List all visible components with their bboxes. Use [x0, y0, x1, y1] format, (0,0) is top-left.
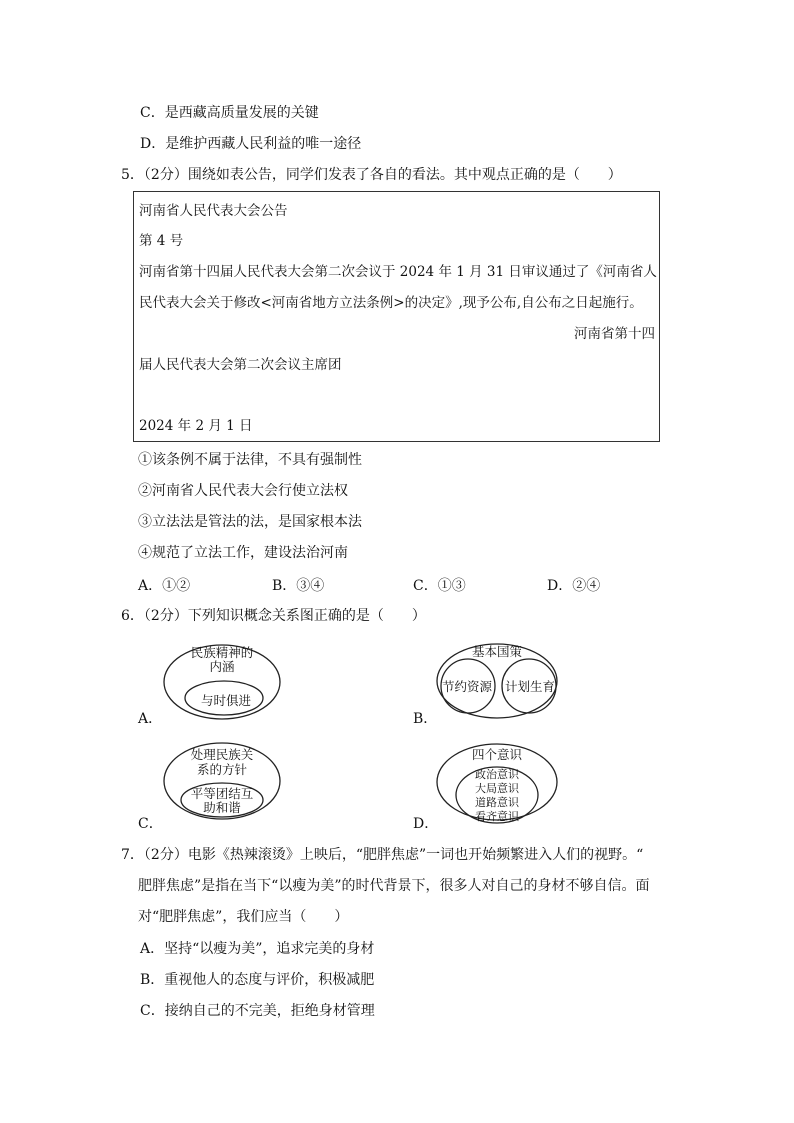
diagram-a-inner-label: 与时俱进: [200, 693, 252, 708]
notice-body-line2: 民代表大会关于修改<河南省地方立法条例>的决定》,现予公布,自公布之日起施行。: [139, 295, 643, 311]
q5-statement-1: ①该条例不属于法律，不具有强制性: [138, 452, 362, 468]
diagram-b-outer-label: 基本国策: [471, 644, 523, 659]
q4-option-d: D．是维护西藏人民利益的唯一途径: [140, 136, 362, 152]
diagram-b-inner-right-label: 计划生育: [504, 679, 556, 694]
q5-statement-2: ②河南省人民代表大会行使立法权: [138, 483, 348, 499]
q7-stem-line1: 7．（2分）电影《热辣滚烫》上映后，“肥胖焦虑”一词也开始频繁进入人们的视野。“: [121, 847, 644, 863]
q6-option-c-letter: C．: [138, 816, 163, 832]
q7-option-c: C．接纳自己的不完美，拒绝身材管理: [140, 1003, 375, 1019]
q5-option-a: A．①②: [138, 578, 191, 594]
diagram-b-inner-left-label: 节约资源: [441, 679, 493, 694]
notice-signature-line1: 河南省第十四: [574, 326, 655, 342]
q6-stem: 6．（2分）下列知识概念关系图正确的是（ ）: [121, 608, 426, 624]
notice-number: 第 4 号: [139, 233, 184, 249]
diagram-c-inner-label-2: 助和谐: [203, 800, 241, 815]
q7-stem-line3: 对“肥胖焦虑”，我们应当（ ）: [138, 909, 349, 925]
diagram-c-inner-label-1: 平等团结互: [190, 786, 254, 801]
q7-stem-line2: 肥胖焦虑”是指在当下“以瘦为美”的时代背景下，很多人对自己的身材不够自信。面: [138, 878, 650, 894]
notice-signature-line2: 届人民代表大会第二次会议主席团: [139, 357, 342, 373]
diagram-c-outer-label-2: 系的方针: [196, 762, 248, 777]
q5-statement-3: ③立法法是管法的法，是国家根本法: [138, 514, 362, 530]
q6-option-a-letter: A．: [138, 711, 163, 727]
q7-option-b: B．重视他人的态度与评价，积极减肥: [140, 972, 375, 988]
diagram-d-outer-label: 四个意识: [471, 747, 523, 762]
q5-stem: 5．（2分）围绕如表公告，同学们发表了各自的看法。其中观点正确的是（ ）: [121, 167, 622, 183]
diagram-a-outer-label-1: 民族精神的: [190, 645, 254, 660]
q5-option-b: B．③④: [272, 578, 325, 594]
q6-diagrams: [0, 630, 794, 840]
q6-option-d-letter: D．: [413, 816, 439, 832]
notice-body-line1: 河南省第十四届人民代表大会第二次会议于 2024 年 1 月 31 日审议通过了《河南省人: [139, 264, 657, 280]
diagram-a-outer-label-2: 内涵: [209, 659, 235, 674]
diagram-d-inner-label-3: 道路意识: [475, 796, 519, 809]
diagram-c-outer-label-1: 处理民族关: [190, 747, 254, 762]
diagram-d-inner-label-1: 政治意识: [475, 768, 519, 781]
notice-date: 2024 年 2 月 1 日: [139, 418, 253, 434]
q4-option-c: C．是西藏高质量发展的关键: [140, 105, 319, 121]
q7-option-a: A．坚持“以瘦为美”，追求完美的身材: [140, 941, 375, 957]
notice-title: 河南省人民代表大会公告: [139, 203, 288, 219]
q5-statement-4: ④规范了立法工作，建设法治河南: [138, 545, 348, 561]
q5-option-c: C．①③: [413, 578, 466, 594]
diagram-d-inner-label-4: 看齐意识: [475, 810, 519, 823]
diagram-d-inner-label-2: 大局意识: [475, 782, 519, 795]
q5-notice-box: [133, 191, 660, 442]
q5-option-d: D．②④: [547, 578, 601, 594]
q6-option-b-letter: B．: [413, 711, 438, 727]
